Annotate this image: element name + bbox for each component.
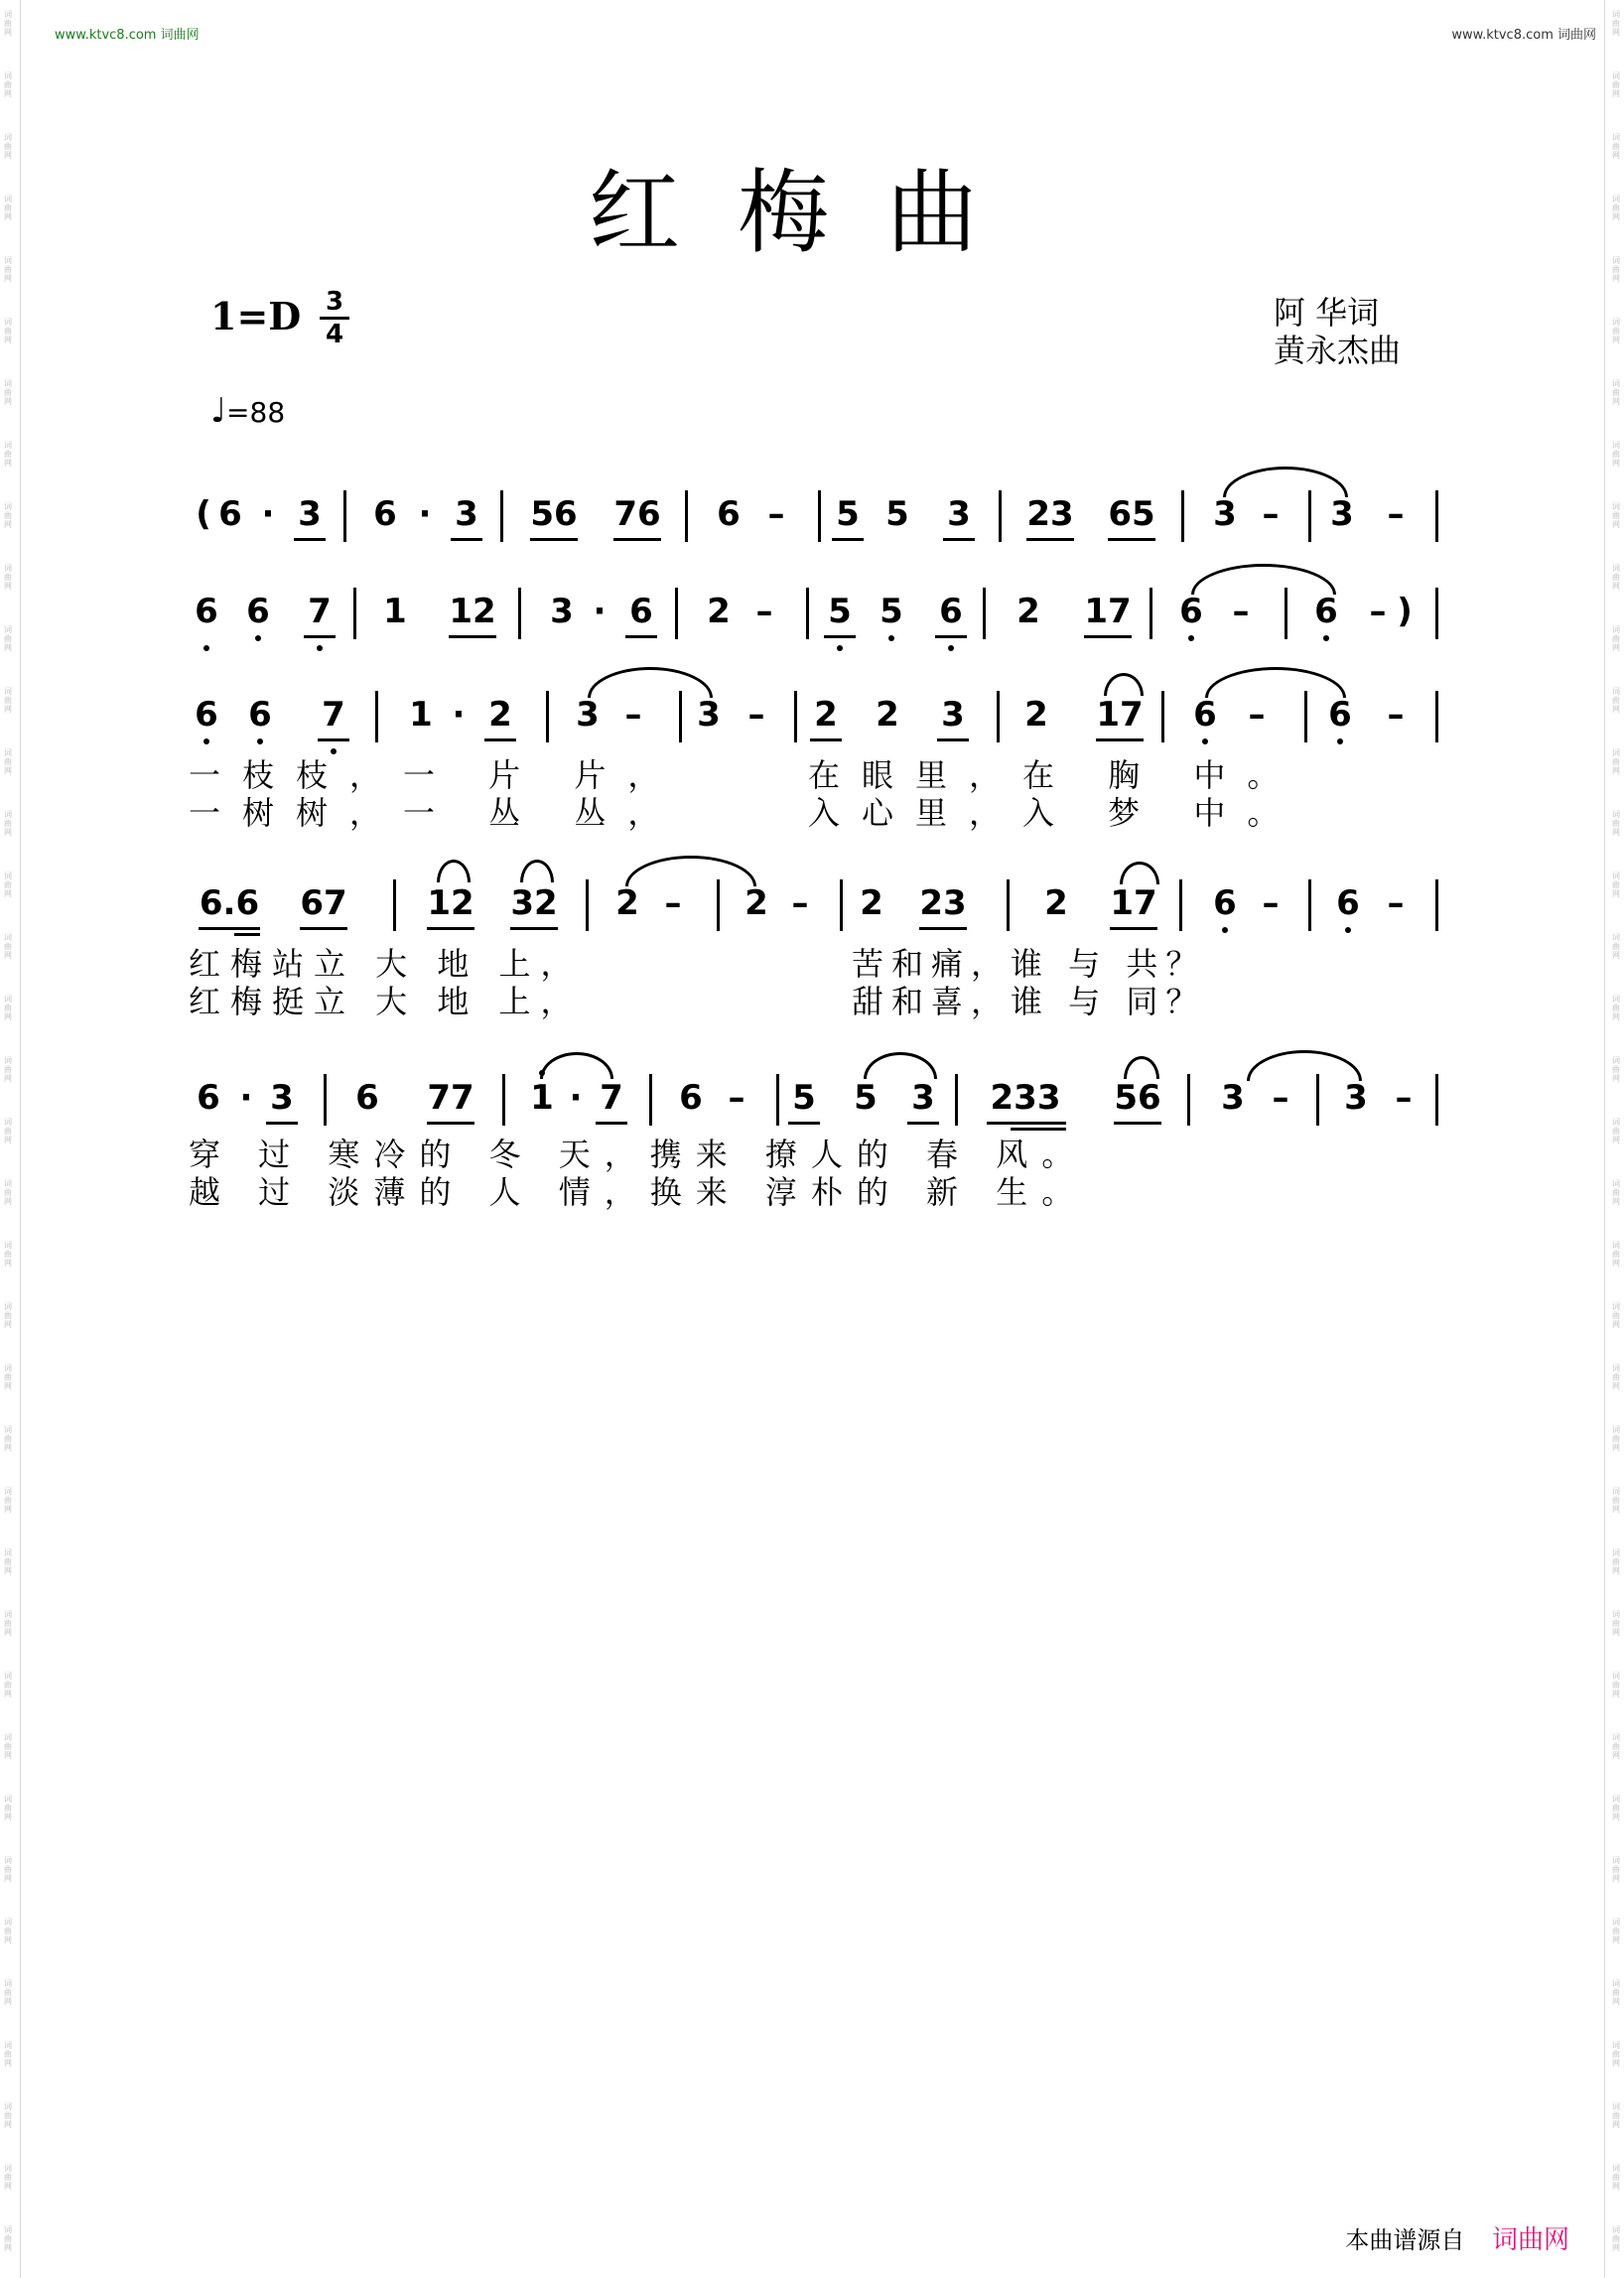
watermark-text: 词 曲 网 xyxy=(4,1425,12,1452)
margin-line-right xyxy=(1604,0,1605,2278)
site-url-left[interactable]: www.ktvc8.com 词曲网 xyxy=(55,28,200,43)
slur xyxy=(520,860,554,882)
lyric-line: 入心里，入 梦 中。 xyxy=(808,794,1301,832)
watermark-text: 词 曲 网 xyxy=(4,1918,12,1944)
watermark-text: 词 曲 网 xyxy=(4,871,12,898)
note: 2 xyxy=(615,883,639,923)
watermark-text: 词 曲 网 xyxy=(1612,1179,1620,1206)
note: 12 xyxy=(449,592,496,631)
watermark-text: 词 曲 网 xyxy=(4,625,12,652)
watermark-text: 词 曲 网 xyxy=(1612,687,1620,714)
note: – xyxy=(1395,1078,1413,1118)
watermark-text: 词 曲 网 xyxy=(4,1856,12,1883)
barline xyxy=(685,490,688,542)
note: 2 xyxy=(744,883,768,923)
note: 2 xyxy=(707,592,731,631)
watermark-text: 词 曲 网 xyxy=(4,933,12,960)
watermark-text: 词 曲 网 xyxy=(4,1610,12,1637)
underline xyxy=(919,927,967,930)
watermark-text: 词 曲 网 xyxy=(1612,1241,1620,1268)
barline xyxy=(502,1074,505,1126)
note: – xyxy=(1369,592,1387,631)
barline xyxy=(806,588,809,639)
watermark-text: 词 曲 网 xyxy=(1612,1918,1620,1944)
underline xyxy=(266,1122,298,1125)
tie xyxy=(1223,467,1348,497)
lyric-line: 苦和痛，谁 与 共？ xyxy=(852,945,1206,983)
watermark-text: 词 曲 网 xyxy=(1612,933,1620,960)
barline xyxy=(1435,588,1438,639)
watermark-text: 词 曲 网 xyxy=(1612,1733,1620,1760)
barline xyxy=(375,691,378,742)
note: 1 xyxy=(409,695,433,735)
watermark-text: 词 曲 网 xyxy=(4,2164,12,2191)
note: · xyxy=(452,695,466,735)
key-signature: 1=D xyxy=(210,294,302,338)
underline xyxy=(832,538,864,541)
watermark-text: 词 曲 网 xyxy=(1612,1425,1620,1452)
note: 23 xyxy=(1026,494,1074,534)
watermark-text: 词 曲 网 xyxy=(4,10,12,37)
barline xyxy=(586,879,589,931)
watermark-text: 词 曲 网 xyxy=(4,1302,12,1329)
note: 17 xyxy=(1096,695,1144,735)
note: 5 xyxy=(885,494,909,534)
barline xyxy=(955,1074,958,1126)
underline xyxy=(987,1122,1066,1125)
note: 3 xyxy=(1344,1078,1368,1118)
time-bottom: 4 xyxy=(325,320,344,349)
note: · xyxy=(239,1078,253,1118)
watermark-text: 词 曲 网 xyxy=(1612,995,1620,1021)
barline xyxy=(818,490,821,542)
slur xyxy=(540,1052,613,1079)
watermark-text: 词 曲 网 xyxy=(4,2225,12,2252)
source-label: 本曲谱源自 xyxy=(1345,2226,1465,2254)
brand-link[interactable]: 词曲网 xyxy=(1491,2225,1569,2255)
lyric-line: 在眼里，在 胸 中。 xyxy=(808,756,1301,794)
time-top: 3 xyxy=(325,287,344,317)
underline xyxy=(427,927,474,930)
note: 56 xyxy=(530,494,578,534)
barline xyxy=(1435,879,1438,931)
underline xyxy=(596,1122,627,1125)
site-url-right[interactable]: www.ktvc8.com 词曲网 xyxy=(1451,28,1596,43)
note: 23 xyxy=(919,883,967,923)
quarter-note-icon: ♩ xyxy=(210,391,227,431)
note: – xyxy=(1272,1078,1289,1118)
tie xyxy=(625,856,756,886)
note: 5 xyxy=(836,494,860,534)
barline xyxy=(1304,691,1307,742)
note: 76 xyxy=(613,494,661,534)
footer-source xyxy=(1345,2219,1569,2256)
note: 67 xyxy=(300,883,347,923)
watermark-text: 词 曲 网 xyxy=(4,71,12,98)
underline xyxy=(1011,1128,1066,1131)
underline xyxy=(1110,927,1157,930)
watermark-text: 词 曲 网 xyxy=(4,995,12,1021)
note: 6 xyxy=(1205,883,1245,923)
watermark-text: 词 曲 网 xyxy=(4,256,12,283)
note: 6 xyxy=(931,592,971,631)
note: 6 xyxy=(1306,592,1346,631)
tempo-marking xyxy=(210,391,285,431)
watermark-text: 词 曲 网 xyxy=(1612,625,1620,652)
watermark-text: 词 曲 网 xyxy=(4,195,12,221)
note: – xyxy=(1248,695,1266,735)
watermark-text: 词 曲 网 xyxy=(1612,2225,1620,2252)
watermark-text: 词 曲 网 xyxy=(4,810,12,837)
note: 6 xyxy=(1171,592,1211,631)
time-signature xyxy=(320,288,349,348)
underline xyxy=(318,738,349,741)
note: 7 xyxy=(300,592,339,631)
note: 56 xyxy=(1114,1078,1161,1118)
underline xyxy=(199,927,260,930)
note: 2 xyxy=(860,883,883,923)
barline xyxy=(1435,490,1438,542)
note: · xyxy=(418,494,432,534)
watermark-text: 词 曲 网 xyxy=(1612,441,1620,468)
note: 5 xyxy=(820,592,860,631)
left-watermark-strip xyxy=(0,0,16,2278)
note: 6 xyxy=(218,494,242,534)
watermark-text: 词 曲 网 xyxy=(1612,195,1620,221)
note: 3 xyxy=(298,494,322,534)
note: 3 xyxy=(1213,494,1237,534)
underline xyxy=(907,1122,939,1125)
barline xyxy=(500,490,503,542)
watermark-text: 词 曲 网 xyxy=(4,1672,12,1698)
watermark-text: 词 曲 网 xyxy=(1612,1487,1620,1514)
note: 3 xyxy=(697,695,721,735)
note: 6 xyxy=(679,1078,703,1118)
note: – xyxy=(664,883,682,923)
barline xyxy=(1181,490,1184,542)
note: – xyxy=(624,695,642,735)
lyric-line: 一枝枝，一 片 片， xyxy=(189,756,682,794)
watermark-text: 词 曲 网 xyxy=(4,687,12,714)
underline xyxy=(1026,538,1074,541)
underline xyxy=(1084,635,1132,638)
note: 6 xyxy=(240,695,280,735)
underline xyxy=(1114,1122,1161,1125)
note: – xyxy=(1387,883,1405,923)
barline xyxy=(997,691,1000,742)
barline xyxy=(983,588,986,639)
slur xyxy=(1120,862,1159,884)
note: 6 xyxy=(238,592,278,631)
note: 77 xyxy=(427,1078,474,1118)
tie xyxy=(1247,1050,1362,1081)
lyric-line: 红梅挺立 大 地 上， xyxy=(189,983,583,1020)
note: 3 xyxy=(576,695,600,735)
note: 5 xyxy=(792,1078,816,1118)
note: 12 xyxy=(427,883,474,923)
barline xyxy=(1285,588,1287,639)
watermark-text: 词 曲 网 xyxy=(4,1548,12,1575)
barline xyxy=(324,1074,327,1126)
note: · xyxy=(593,592,607,631)
barline xyxy=(1435,1074,1438,1126)
paren-open: ( xyxy=(196,494,211,534)
note: 6 xyxy=(1320,695,1360,735)
note: 7 xyxy=(600,1078,623,1118)
note: – xyxy=(747,695,765,735)
watermark-text: 词 曲 网 xyxy=(4,2102,12,2129)
barline xyxy=(1161,691,1164,742)
barline xyxy=(649,1074,652,1126)
note: – xyxy=(1387,494,1405,534)
underline xyxy=(935,635,967,638)
note: 3 xyxy=(941,695,965,735)
song-title: 红梅曲 xyxy=(588,160,1035,266)
watermark-text: 词 曲 网 xyxy=(1612,2041,1620,2068)
credits xyxy=(1274,294,1401,369)
watermark-text: 词 曲 网 xyxy=(1612,502,1620,529)
underline xyxy=(788,1122,820,1125)
note: 6.6 xyxy=(199,883,260,923)
note: 3 xyxy=(550,592,574,631)
lyric-line: 红梅站立 大 地 上， xyxy=(189,945,583,983)
tie xyxy=(1205,667,1346,698)
watermark-text: 词 曲 网 xyxy=(4,748,12,775)
note: 2 xyxy=(488,695,512,735)
watermark-text: 词 曲 网 xyxy=(4,1733,12,1760)
watermark-text: 词 曲 网 xyxy=(1612,810,1620,837)
note: – xyxy=(1262,494,1280,534)
note: 6 xyxy=(717,494,741,534)
barline xyxy=(546,691,549,742)
watermark-text: 词 曲 网 xyxy=(4,318,12,344)
note: 65 xyxy=(1108,494,1155,534)
barline xyxy=(343,490,346,542)
tempo-value: =88 xyxy=(226,396,286,429)
underline xyxy=(625,635,657,638)
watermark-text: 词 曲 网 xyxy=(4,379,12,406)
barline xyxy=(675,588,678,639)
watermark-text: 词 曲 网 xyxy=(4,1179,12,1206)
underline xyxy=(937,738,969,741)
lyricist: 阿 华词 xyxy=(1274,294,1380,332)
margin-line-left xyxy=(20,0,21,2278)
underline xyxy=(294,538,326,541)
underline xyxy=(300,927,347,930)
note: 5 xyxy=(854,1078,878,1118)
note: 2 xyxy=(876,695,899,735)
watermark-text: 词 曲 网 xyxy=(1612,2164,1620,2191)
underline xyxy=(234,933,260,936)
note: – xyxy=(791,883,809,923)
barline xyxy=(518,588,521,639)
watermark-text: 词 曲 网 xyxy=(4,1241,12,1268)
underline xyxy=(943,538,975,541)
barline xyxy=(840,879,843,931)
barline xyxy=(1316,1074,1319,1126)
watermark-text: 词 曲 网 xyxy=(1612,256,1620,283)
note: – xyxy=(1262,883,1280,923)
note: · xyxy=(569,1078,583,1118)
watermark-text: 词 曲 网 xyxy=(4,502,12,529)
watermark-text: 词 曲 网 xyxy=(1612,748,1620,775)
barline xyxy=(679,691,682,742)
underline xyxy=(1108,538,1155,541)
barline xyxy=(1435,691,1438,742)
note: 5 xyxy=(872,592,911,631)
underline xyxy=(304,635,336,638)
lyric-line: 穿 过 寒冷的 冬 天，携来 撩人的 春 风。 xyxy=(189,1136,1088,1173)
watermark-text: 词 曲 网 xyxy=(4,564,12,591)
watermark-text: 词 曲 网 xyxy=(1612,2102,1620,2129)
lyric-line: 甜和喜，谁 与 同？ xyxy=(852,983,1206,1020)
underline xyxy=(427,1122,474,1125)
note: 32 xyxy=(510,883,558,923)
barline xyxy=(717,879,720,931)
watermark-text: 词 曲 网 xyxy=(4,1364,12,1391)
note: 6 xyxy=(629,592,653,631)
note: 6 xyxy=(187,592,226,631)
barline xyxy=(1150,588,1152,639)
note: 3 xyxy=(270,1078,294,1118)
paren-close: ) xyxy=(1397,592,1413,631)
slur xyxy=(1104,673,1144,696)
barline xyxy=(1179,879,1182,931)
note: 3 xyxy=(1330,494,1354,534)
note: 6 xyxy=(355,1078,379,1118)
note: 17 xyxy=(1084,592,1132,631)
note: 6 xyxy=(1328,883,1368,923)
watermark-text: 词 曲 网 xyxy=(1612,1610,1620,1637)
watermark-text: 词 曲 网 xyxy=(4,133,12,160)
watermark-text: 词 曲 网 xyxy=(1612,1979,1620,2006)
watermark-text: 词 曲 网 xyxy=(1612,1056,1620,1083)
watermark-text: 词 曲 网 xyxy=(4,1795,12,1821)
right-watermark-strip xyxy=(1608,0,1624,2278)
watermark-text: 词 曲 网 xyxy=(1612,564,1620,591)
note: – xyxy=(1387,695,1405,735)
watermark-text: 词 曲 网 xyxy=(4,441,12,468)
barline xyxy=(794,691,797,742)
watermark-text: 词 曲 网 xyxy=(1612,1856,1620,1883)
watermark-text: 词 曲 网 xyxy=(4,1487,12,1514)
note: 7 xyxy=(314,695,353,735)
slur xyxy=(437,860,471,882)
underline xyxy=(510,927,558,930)
slur xyxy=(1124,1056,1159,1079)
note: 6 xyxy=(197,1078,220,1118)
note: 3 xyxy=(911,1078,935,1118)
underline xyxy=(1096,738,1144,741)
watermark-text: 词 曲 网 xyxy=(1612,379,1620,406)
barline xyxy=(999,490,1002,542)
lyric-line: 一树树，一 丛 丛， xyxy=(189,794,682,832)
watermark-text: 词 曲 网 xyxy=(1612,1672,1620,1698)
barline xyxy=(1308,490,1311,542)
note: · xyxy=(261,494,275,534)
underline xyxy=(484,738,516,741)
note: 17 xyxy=(1110,883,1157,923)
underline xyxy=(530,538,578,541)
note: – xyxy=(1232,592,1250,631)
barline xyxy=(776,1074,779,1126)
watermark-text: 词 曲 网 xyxy=(4,2041,12,2068)
watermark-text: 词 曲 网 xyxy=(1612,10,1620,37)
watermark-text: 词 曲 网 xyxy=(4,1979,12,2006)
barline xyxy=(1187,1074,1190,1126)
watermark-text: 词 曲 网 xyxy=(1612,71,1620,98)
note: 3 xyxy=(455,494,478,534)
note: 1 xyxy=(383,592,407,631)
watermark-text: 词 曲 网 xyxy=(1612,1364,1620,1391)
note: 3 xyxy=(1221,1078,1245,1118)
note: 2 xyxy=(1044,883,1068,923)
note: 6 xyxy=(373,494,397,534)
note: – xyxy=(755,592,773,631)
barline xyxy=(1308,879,1311,931)
note: 2 xyxy=(1016,592,1040,631)
tie xyxy=(1191,564,1336,595)
watermark-text: 词 曲 网 xyxy=(1612,1302,1620,1329)
barline xyxy=(1007,879,1010,931)
note: 6 xyxy=(187,695,226,735)
underline xyxy=(824,635,856,638)
watermark-text: 词 曲 网 xyxy=(1612,133,1620,160)
watermark-text: 词 曲 网 xyxy=(1612,1795,1620,1821)
note: 3 xyxy=(947,494,971,534)
underline xyxy=(449,635,496,638)
watermark-text: 词 曲 网 xyxy=(1612,1548,1620,1575)
tie xyxy=(588,667,713,698)
note: 2 xyxy=(814,695,838,735)
note: 233 xyxy=(990,1078,1061,1118)
note: 1 xyxy=(522,1078,562,1118)
underline xyxy=(810,738,842,741)
watermark-text: 词 曲 网 xyxy=(1612,1118,1620,1144)
barline xyxy=(393,879,396,931)
note: 6 xyxy=(1185,695,1225,735)
watermark-text: 词 曲 网 xyxy=(1612,871,1620,898)
note: 2 xyxy=(1024,695,1048,735)
composer: 黄永杰曲 xyxy=(1274,332,1402,369)
underline xyxy=(451,538,482,541)
watermark-text: 词 曲 网 xyxy=(4,1056,12,1083)
note: – xyxy=(767,494,785,534)
note: – xyxy=(728,1078,745,1118)
watermark-text: 词 曲 网 xyxy=(1612,318,1620,344)
barline xyxy=(353,588,356,639)
slur xyxy=(864,1052,937,1079)
watermark-text: 词 曲 网 xyxy=(4,1118,12,1144)
underline xyxy=(613,538,661,541)
lyric-line: 越 过 淡薄的 人 情，换来 淳朴的 新 生。 xyxy=(189,1173,1088,1211)
